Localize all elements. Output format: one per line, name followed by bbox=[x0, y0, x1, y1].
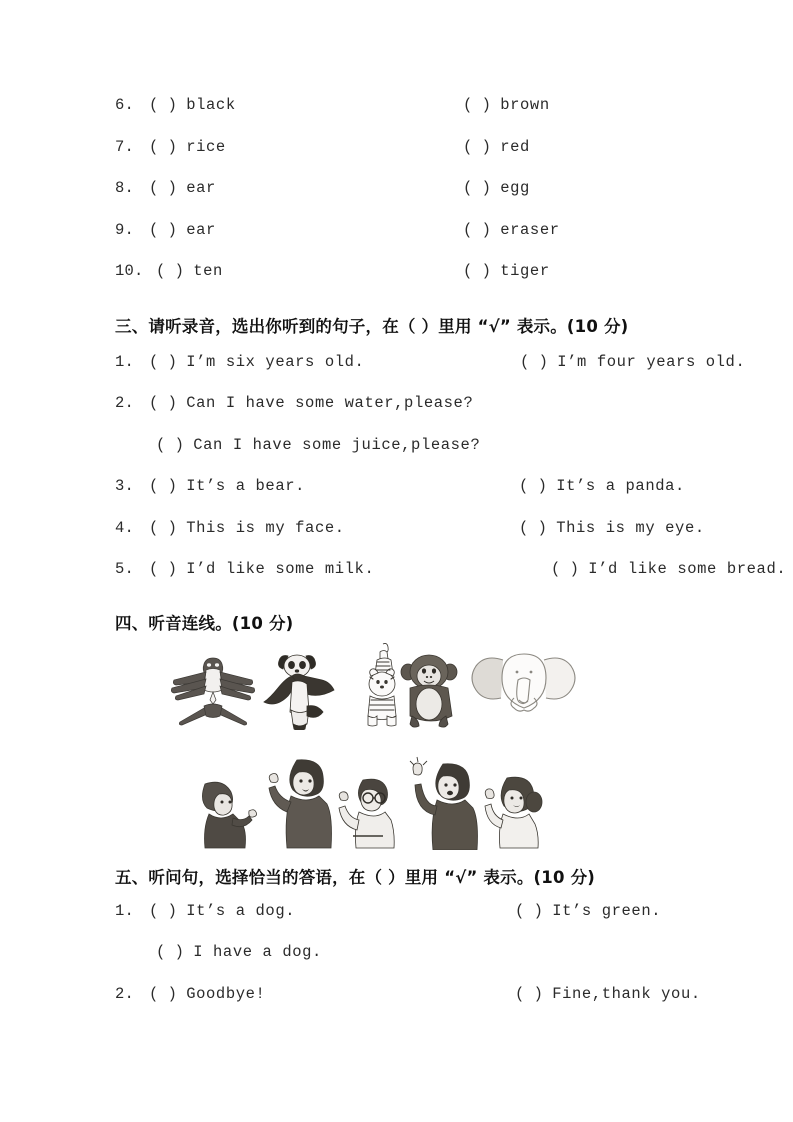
bird-icon[interactable] bbox=[170, 650, 256, 730]
option-right[interactable] bbox=[520, 353, 745, 371]
option-right[interactable] bbox=[463, 221, 560, 239]
question-number: 2. bbox=[115, 984, 135, 1003]
answer-paren: ( ) bbox=[519, 477, 547, 495]
section-five-heading: 五、听问句，选择恰当的答语，在（ ）里用 “√” 表示。(10 分) bbox=[115, 867, 596, 887]
option-text: This is my face. bbox=[186, 518, 345, 537]
option-text: egg bbox=[500, 179, 530, 197]
answer-paren: ( ) bbox=[515, 901, 543, 920]
question-number: 4. bbox=[115, 518, 135, 537]
answer-paren: ( ) bbox=[149, 984, 177, 1003]
section-three-heading: 三、请听录音，选出你听到的句子，在（ ）里用 “√” 表示。(10 分) bbox=[115, 316, 629, 336]
option-left[interactable] bbox=[149, 221, 216, 239]
answer-paren: ( ) bbox=[149, 179, 177, 197]
question-number: 9. bbox=[115, 220, 135, 239]
option-text: Fine,thank you. bbox=[552, 984, 701, 1003]
answer-paren: ( ) bbox=[149, 394, 177, 412]
answer-paren: ( ) bbox=[149, 220, 177, 239]
monkey-icon[interactable] bbox=[398, 654, 460, 730]
answer-paren: ( ) bbox=[463, 262, 491, 280]
option-left[interactable] bbox=[156, 262, 223, 280]
answer-paren: ( ) bbox=[519, 518, 547, 537]
option-left[interactable] bbox=[149, 985, 265, 1003]
question-number: 10. bbox=[115, 262, 144, 280]
question-row bbox=[115, 560, 787, 602]
question-row bbox=[115, 518, 705, 561]
question-row bbox=[115, 984, 701, 1027]
question-row bbox=[115, 96, 695, 138]
question-number: 3. bbox=[115, 477, 135, 495]
question-row bbox=[115, 352, 746, 395]
children-picture-row bbox=[187, 754, 647, 850]
question-row bbox=[115, 138, 695, 180]
answer-paren: ( ) bbox=[520, 352, 548, 371]
question-row bbox=[115, 394, 695, 436]
option-left[interactable] bbox=[156, 436, 480, 454]
option-text: brown bbox=[500, 96, 550, 114]
child-pointing-face-icon[interactable] bbox=[477, 770, 551, 850]
option-left[interactable] bbox=[149, 96, 236, 114]
answer-paren: ( ) bbox=[149, 477, 177, 495]
answer-paren: ( ) bbox=[156, 943, 184, 961]
answer-paren: ( ) bbox=[149, 901, 177, 920]
worksheet-content bbox=[115, 96, 787, 1026]
answer-paren: ( ) bbox=[551, 560, 579, 578]
option-right[interactable] bbox=[463, 179, 530, 197]
section-three-items bbox=[115, 352, 787, 602]
question-row bbox=[115, 477, 695, 519]
answer-paren: ( ) bbox=[149, 518, 177, 537]
option-text: Can I have some water,please? bbox=[186, 394, 474, 412]
answer-paren: ( ) bbox=[149, 352, 177, 371]
option-text: tiger bbox=[500, 262, 550, 280]
option-left[interactable] bbox=[149, 138, 226, 156]
option-text: Goodbye! bbox=[186, 984, 266, 1003]
option-text: eraser bbox=[500, 220, 560, 239]
option-left[interactable] bbox=[149, 560, 374, 578]
child-pointing-arm-icon[interactable] bbox=[261, 758, 341, 850]
option-left[interactable] bbox=[149, 353, 364, 371]
option-text: I’m six years old. bbox=[186, 352, 365, 371]
answer-paren: ( ) bbox=[463, 220, 491, 239]
option-right[interactable] bbox=[515, 902, 661, 920]
section-two-items bbox=[115, 96, 695, 304]
child-pointing-glasses-icon[interactable] bbox=[333, 774, 405, 850]
option-left[interactable] bbox=[149, 394, 473, 412]
option-right[interactable] bbox=[551, 560, 786, 578]
option-text: I’d like some milk. bbox=[186, 560, 375, 578]
option-text: rice bbox=[186, 137, 226, 156]
question-row bbox=[115, 221, 695, 263]
option-text: red bbox=[500, 137, 530, 156]
option-text: ten bbox=[193, 262, 223, 280]
option-left[interactable] bbox=[149, 902, 295, 920]
option-text: This is my eye. bbox=[556, 518, 705, 537]
option-text: Can I have some juice,please? bbox=[193, 435, 481, 454]
option-left[interactable] bbox=[156, 943, 322, 961]
option-text: It’s green. bbox=[552, 901, 662, 920]
question-number: 2. bbox=[115, 394, 135, 412]
section-four-heading: 四、听音连线。(10 分) bbox=[115, 613, 294, 633]
option-left[interactable] bbox=[149, 519, 345, 537]
question-number: 1. bbox=[115, 352, 135, 371]
option-left[interactable] bbox=[149, 179, 216, 197]
question-number: 6. bbox=[115, 96, 135, 114]
option-text: black bbox=[186, 96, 236, 114]
question-row-continuation bbox=[115, 943, 695, 985]
option-right[interactable] bbox=[463, 96, 550, 114]
question-number: 8. bbox=[115, 179, 135, 197]
option-right[interactable] bbox=[515, 985, 701, 1003]
option-text: ear bbox=[186, 179, 216, 197]
section-five-items bbox=[115, 901, 701, 1027]
option-text: I’d like some bread. bbox=[588, 560, 787, 578]
answer-paren: ( ) bbox=[463, 179, 491, 197]
answer-paren: ( ) bbox=[463, 137, 491, 156]
question-row-continuation bbox=[115, 436, 695, 478]
question-number: 1. bbox=[115, 901, 135, 920]
answer-paren: ( ) bbox=[149, 96, 177, 114]
option-text: I’m four years old. bbox=[557, 352, 746, 371]
animal-picture-row bbox=[170, 638, 630, 730]
question-row bbox=[115, 262, 695, 304]
answer-paren: ( ) bbox=[149, 560, 177, 578]
answer-paren: ( ) bbox=[149, 137, 177, 156]
answer-paren: ( ) bbox=[156, 262, 184, 280]
answer-paren: ( ) bbox=[515, 984, 543, 1003]
option-text: It’s a panda. bbox=[556, 477, 685, 495]
question-row bbox=[115, 902, 695, 944]
option-right[interactable] bbox=[519, 477, 685, 495]
option-text: It’s a bear. bbox=[186, 477, 306, 495]
elephant-icon[interactable] bbox=[470, 650, 578, 730]
answer-paren: ( ) bbox=[463, 96, 491, 114]
question-row bbox=[115, 179, 695, 221]
question-number: 7. bbox=[115, 137, 135, 156]
option-right[interactable] bbox=[463, 138, 530, 156]
child-raising-hand-icon[interactable] bbox=[405, 756, 485, 850]
option-left[interactable] bbox=[149, 477, 305, 495]
panda-icon[interactable] bbox=[258, 650, 348, 730]
option-text: ear bbox=[186, 220, 216, 239]
option-text: I have a dog. bbox=[193, 943, 322, 961]
answer-paren: ( ) bbox=[156, 435, 184, 454]
question-number: 5. bbox=[115, 560, 135, 578]
option-text: It’s a dog. bbox=[186, 901, 296, 920]
child-pointing-hair-icon[interactable] bbox=[187, 778, 259, 850]
option-right[interactable] bbox=[463, 262, 550, 280]
option-right[interactable] bbox=[519, 519, 705, 537]
